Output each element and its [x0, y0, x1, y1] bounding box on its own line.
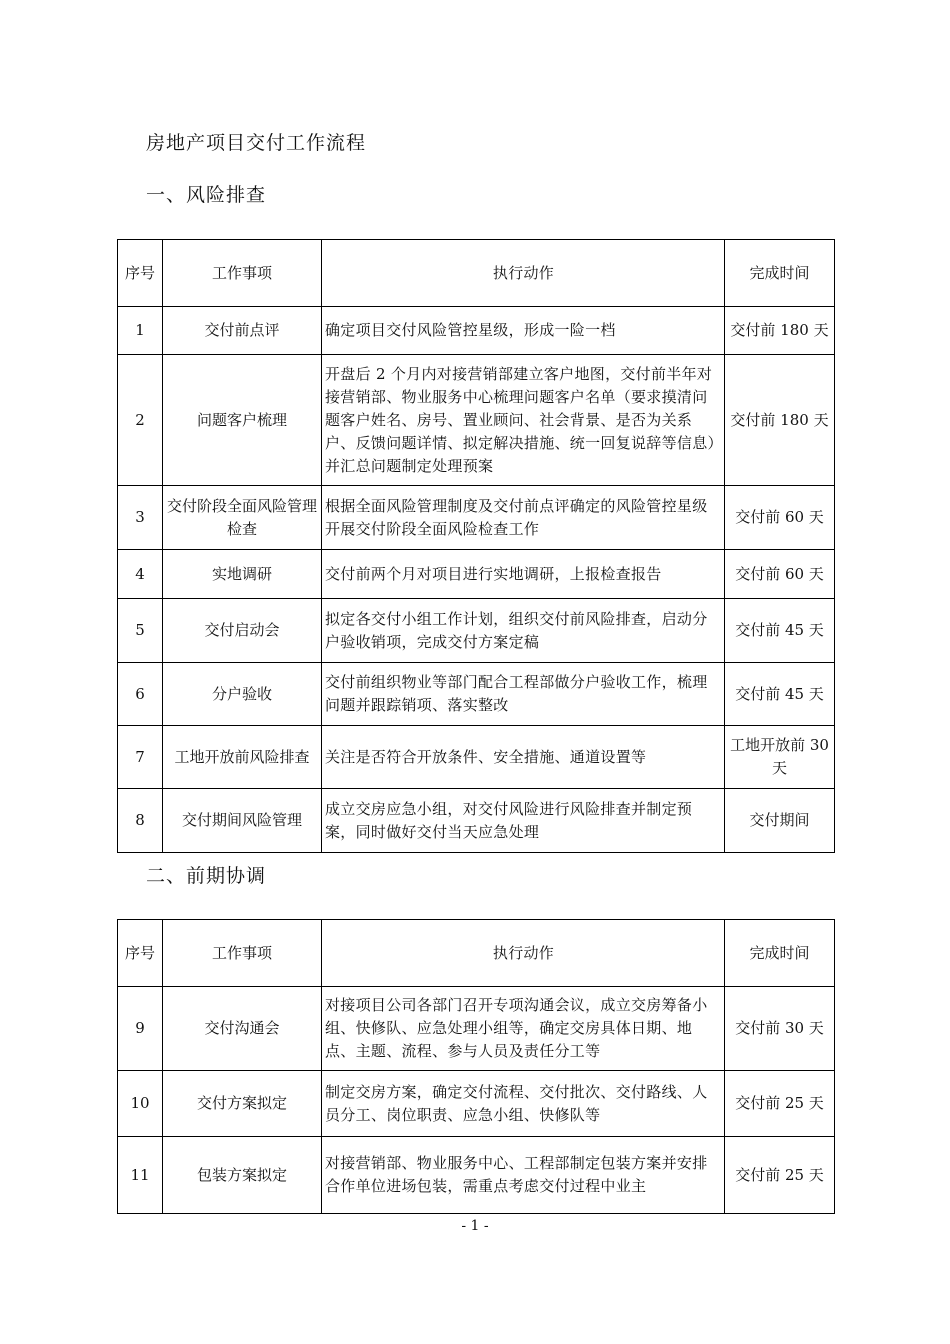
row-action: 成立交房应急小组，对交付风险进行风险排查并制定预案，同时做好交付当天应急处理 — [322, 789, 725, 853]
table-row — [118, 486, 835, 550]
table-row — [118, 355, 835, 486]
page-number: - 1 - — [461, 1218, 489, 1234]
table-row — [118, 1137, 835, 1214]
row-time: 交付前 45 天 — [725, 599, 835, 663]
row-item: 分户验收 — [163, 663, 322, 726]
row-item: 交付期间风险管理 — [163, 789, 322, 853]
row-index: 6 — [118, 663, 163, 726]
row-index: 2 — [118, 355, 163, 486]
coordination-table — [117, 919, 835, 1214]
header-action: 执行动作 — [322, 240, 725, 307]
row-index: 8 — [118, 789, 163, 853]
row-time: 交付前 30 天 — [725, 987, 835, 1071]
row-item: 交付启动会 — [163, 599, 322, 663]
row-time: 交付期间 — [725, 789, 835, 853]
table-row — [118, 550, 835, 599]
row-item: 包装方案拟定 — [163, 1137, 322, 1214]
row-action: 对接项目公司各部门召开专项沟通会议，成立交房筹备小组、快修队、应急处理小组等，确定交房具体日期、地点、主题、流程、参与人员及责任分工等 — [322, 987, 725, 1071]
row-time: 交付前 25 天 — [725, 1137, 835, 1214]
header-index: 序号 — [118, 920, 163, 987]
row-index: 10 — [118, 1071, 163, 1137]
row-index: 7 — [118, 726, 163, 789]
row-action: 对接营销部、物业服务中心、工程部制定包装方案并安排合作单位进场包装，需重点考虑交付过程中业主 — [322, 1137, 725, 1214]
row-action: 开盘后 2 个月内对接营销部建立客户地图，交付前半年对接营销部、物业服务中心梳理问题客户名单（要求摸清问题客户姓名、房号、置业顾问、社会背景、是否为关系户、反馈问题详情、拟定解决措施、统一回复说辞等信息）并汇总问题制定处理预案 — [322, 355, 725, 486]
row-time: 交付前 45 天 — [725, 663, 835, 726]
table-row — [118, 987, 835, 1071]
row-action: 根据全面风险管理制度及交付前点评确定的风险管控星级开展交付阶段全面风险检查工作 — [322, 486, 725, 550]
row-item: 交付阶段全面风险管理检查 — [163, 486, 322, 550]
coordination-table-body — [118, 987, 835, 1214]
row-item: 交付沟通会 — [163, 987, 322, 1071]
row-index: 3 — [118, 486, 163, 550]
section-heading-risk: 一、风险排查 — [146, 184, 267, 206]
header-time: 完成时间 — [725, 920, 835, 987]
table-row — [118, 307, 835, 355]
table-row — [118, 663, 835, 726]
row-index: 4 — [118, 550, 163, 599]
table-row — [118, 599, 835, 663]
table-row — [118, 1071, 835, 1137]
table-header-row — [118, 920, 835, 987]
section-heading-coordination: 二、前期协调 — [146, 865, 267, 887]
row-time: 交付前 60 天 — [725, 486, 835, 550]
row-item: 交付方案拟定 — [163, 1071, 322, 1137]
row-time: 工地开放前 30 天 — [725, 726, 835, 789]
row-index: 9 — [118, 987, 163, 1071]
row-action: 关注是否符合开放条件、安全措施、通道设置等 — [322, 726, 725, 789]
row-time: 交付前 25 天 — [725, 1071, 835, 1137]
row-index: 11 — [118, 1137, 163, 1214]
header-time: 完成时间 — [725, 240, 835, 307]
table-header-row — [118, 240, 835, 307]
header-action: 执行动作 — [322, 920, 725, 987]
row-action: 拟定各交付小组工作计划，组织交付前风险排查，启动分户验收销项，完成交付方案定稿 — [322, 599, 725, 663]
row-item: 实地调研 — [163, 550, 322, 599]
row-action: 交付前两个月对项目进行实地调研，上报检查报告 — [322, 550, 725, 599]
table-row — [118, 726, 835, 789]
risk-check-table — [117, 239, 835, 853]
row-time: 交付前 180 天 — [725, 307, 835, 355]
row-time: 交付前 180 天 — [725, 355, 835, 486]
row-item: 问题客户梳理 — [163, 355, 322, 486]
row-action: 交付前组织物业等部门配合工程部做分户验收工作，梳理问题并跟踪销项、落实整改 — [322, 663, 725, 726]
header-item: 工作事项 — [163, 240, 322, 307]
header-index: 序号 — [118, 240, 163, 307]
row-time: 交付前 60 天 — [725, 550, 835, 599]
row-action: 制定交房方案，确定交付流程、交付批次、交付路线、人员分工、岗位职责、应急小组、快修队等 — [322, 1071, 725, 1137]
row-index: 5 — [118, 599, 163, 663]
row-item: 工地开放前风险排查 — [163, 726, 322, 789]
document-title: 房地产项目交付工作流程 — [146, 132, 367, 154]
row-item: 交付前点评 — [163, 307, 322, 355]
risk-table-body — [118, 307, 835, 853]
table-row — [118, 789, 835, 853]
header-item: 工作事项 — [163, 920, 322, 987]
row-action: 确定项目交付风险管控星级，形成一险一档 — [322, 307, 725, 355]
row-index: 1 — [118, 307, 163, 355]
